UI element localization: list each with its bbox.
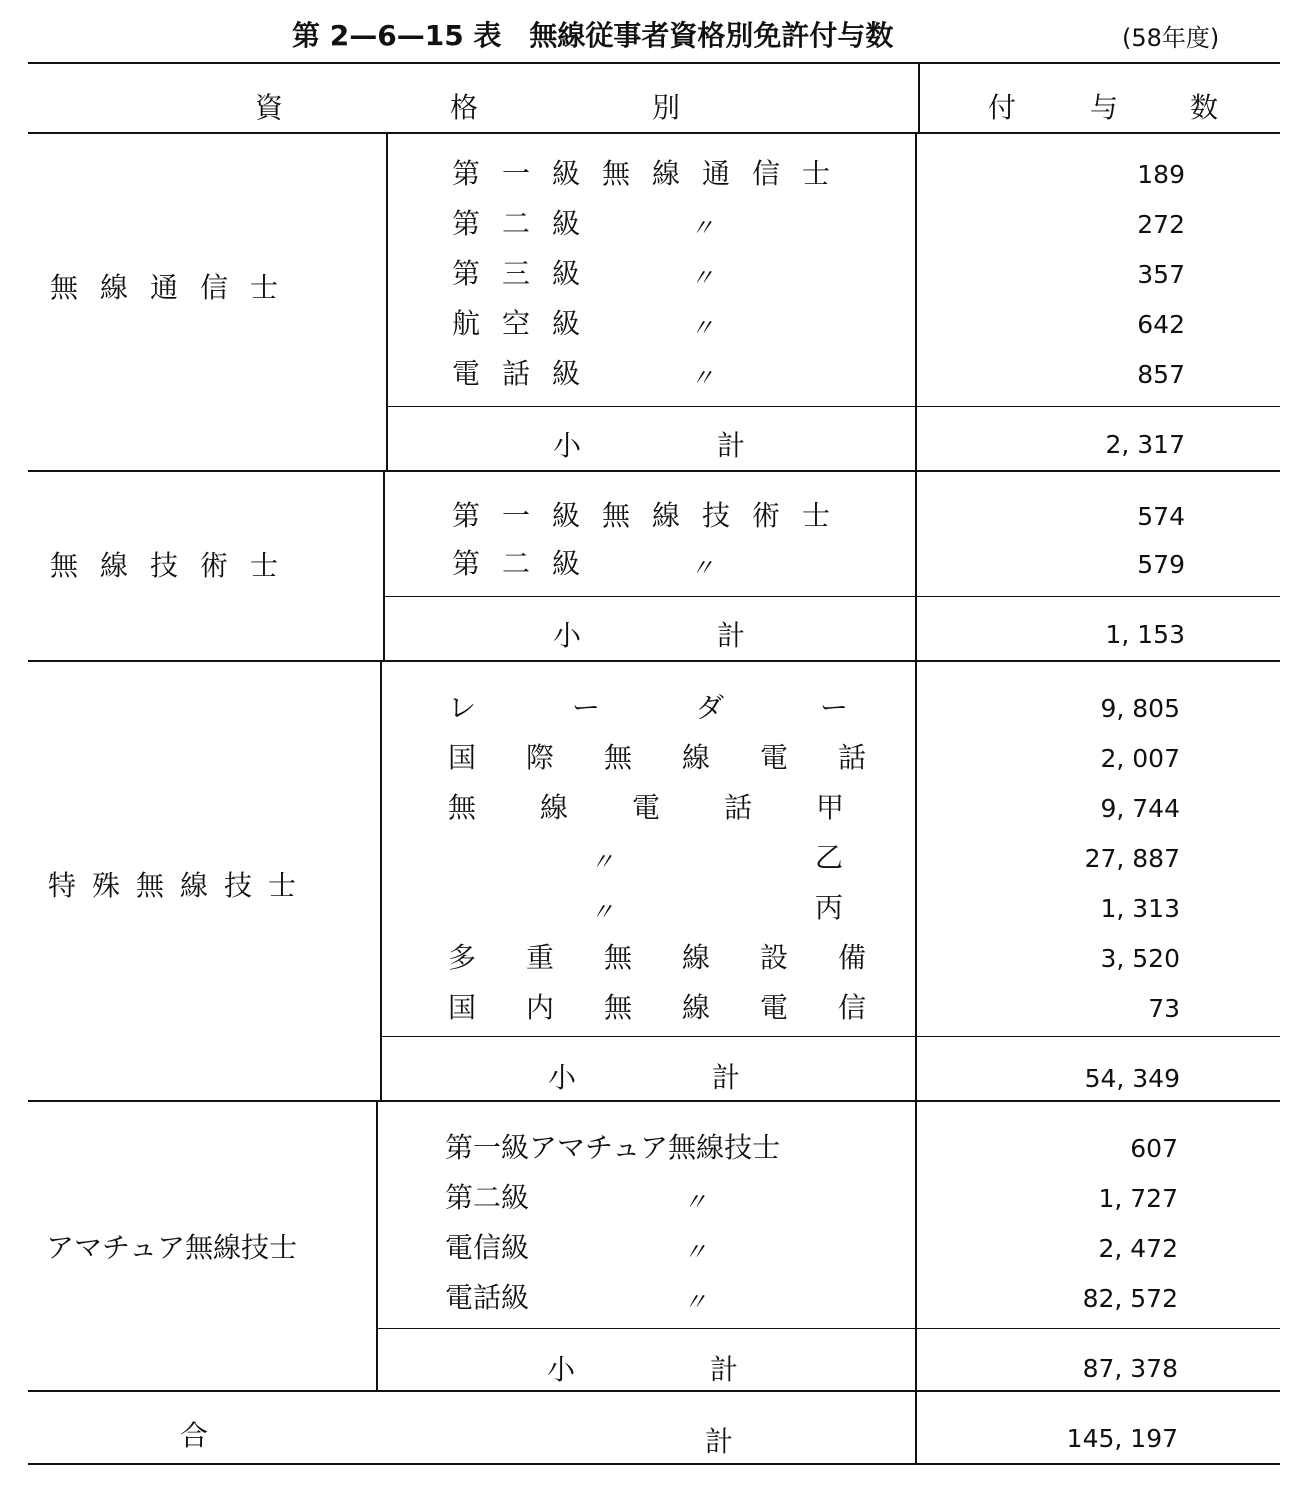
table-top-rule [28, 62, 1280, 64]
ditto-mark: 〃 [690, 314, 714, 342]
qualification-name: 国内無線電信 [448, 991, 917, 1024]
category-label: 無線技術士 [50, 549, 301, 582]
subtotal-label: 小 [548, 1061, 577, 1094]
qualification-name: レーダー [448, 691, 945, 724]
total-label: 合 [180, 1419, 209, 1452]
table-bottom-rule [28, 1463, 1280, 1465]
header-qualification-char: 格 [450, 91, 479, 124]
column-divider [915, 132, 917, 1463]
group-divider [28, 660, 1280, 662]
ditto-mark: 〃 [690, 364, 714, 392]
group-divider [28, 1100, 1280, 1102]
category-label: 特殊無線技士 [48, 869, 313, 902]
qualification-name: 第一級無線通信士 [452, 157, 853, 190]
qualification-name: 第三級 [452, 257, 603, 290]
count-value: 574 [1137, 502, 1185, 531]
count-value: 579 [1137, 550, 1185, 579]
subtotal-rule [385, 596, 1280, 597]
qualification-name: 多重無線設備 [448, 941, 917, 974]
subtotal-label: 計 [710, 1353, 739, 1386]
qualification-name: 国際無線電話 [448, 741, 917, 774]
subtotal-label: 計 [717, 429, 746, 462]
column-divider [918, 62, 920, 134]
qualification-name: 無線電話甲 [448, 791, 909, 824]
category-divider [380, 662, 382, 1100]
qualification-name: 第一級アマチュア無線技士 [445, 1131, 781, 1164]
subtotal-label: 計 [712, 1061, 741, 1094]
qualification-name: 航空級 [452, 307, 603, 340]
qualification-name: 第二級 [452, 547, 603, 580]
qualification-name: 電話級 [452, 357, 603, 390]
ditto-mark: 〃 [590, 898, 614, 926]
ditto-mark: 〃 [690, 264, 714, 292]
subtotal-rule [378, 1328, 1280, 1329]
count-value: 2, 007 [1100, 744, 1180, 773]
ditto-mark: 〃 [683, 1238, 707, 1266]
count-value: 642 [1137, 310, 1185, 339]
category-divider [386, 134, 388, 470]
qualification-name: 電信級 [445, 1231, 530, 1264]
count-value: 189 [1137, 160, 1185, 189]
qualification-name: 乙 [815, 841, 844, 874]
subtotal-rule [382, 1036, 1280, 1037]
header-qualification-char: 別 [652, 91, 681, 124]
count-value: 1, 313 [1100, 894, 1180, 923]
subtotal-label: 小 [553, 429, 582, 462]
subtotal-label: 小 [547, 1353, 576, 1386]
count-value: 357 [1137, 260, 1185, 289]
category-label: 無線通信士 [50, 271, 301, 304]
header-count-char: 付 [988, 91, 1017, 124]
group-divider [28, 470, 1280, 472]
qualification-name: 第一級無線技術士 [452, 499, 853, 532]
fiscal-year-note: (58年度) [1122, 24, 1220, 52]
count-value: 82, 572 [1082, 1284, 1178, 1313]
subtotal-rule [388, 406, 1280, 407]
count-value: 3, 520 [1100, 944, 1180, 973]
count-value: 272 [1137, 210, 1185, 239]
subtotal-value: 2, 317 [1105, 430, 1185, 459]
header-bottom-rule [28, 132, 1280, 134]
table-title: 第 2—6—15 表 無線従事者資格別免許付与数 [292, 19, 894, 52]
total-label: 計 [705, 1425, 734, 1458]
header-count-char: 与 [1090, 91, 1119, 124]
group-divider [28, 1390, 1280, 1392]
ditto-mark: 〃 [683, 1288, 707, 1316]
count-value: 1, 727 [1098, 1184, 1178, 1213]
count-value: 607 [1130, 1134, 1178, 1163]
ditto-mark: 〃 [590, 848, 614, 876]
subtotal-value: 87, 378 [1082, 1354, 1178, 1383]
category-label: アマチュア無線技士 [46, 1231, 298, 1264]
qualification-name: 丙 [815, 891, 844, 924]
subtotal-label: 小 [553, 619, 582, 652]
header-qualification-char: 資 [255, 91, 284, 124]
ditto-mark: 〃 [690, 214, 714, 242]
header-count-char: 数 [1190, 91, 1219, 124]
total-value: 145, 197 [1066, 1424, 1178, 1453]
count-value: 9, 744 [1100, 794, 1180, 823]
subtotal-value: 1, 153 [1105, 620, 1185, 649]
subtotal-value: 54, 349 [1084, 1064, 1180, 1093]
qualification-name: 第二級 [452, 207, 603, 240]
count-value: 2, 472 [1098, 1234, 1178, 1263]
qualification-name: 電話級 [445, 1281, 530, 1314]
count-value: 9, 805 [1100, 694, 1180, 723]
count-value: 857 [1137, 360, 1185, 389]
category-divider [383, 472, 385, 660]
count-value: 73 [1148, 994, 1180, 1023]
ditto-mark: 〃 [683, 1188, 707, 1216]
count-value: 27, 887 [1084, 844, 1180, 873]
ditto-mark: 〃 [690, 554, 714, 582]
subtotal-label: 計 [717, 619, 746, 652]
qualification-name: 第二級 [445, 1181, 530, 1214]
category-divider [376, 1102, 378, 1390]
